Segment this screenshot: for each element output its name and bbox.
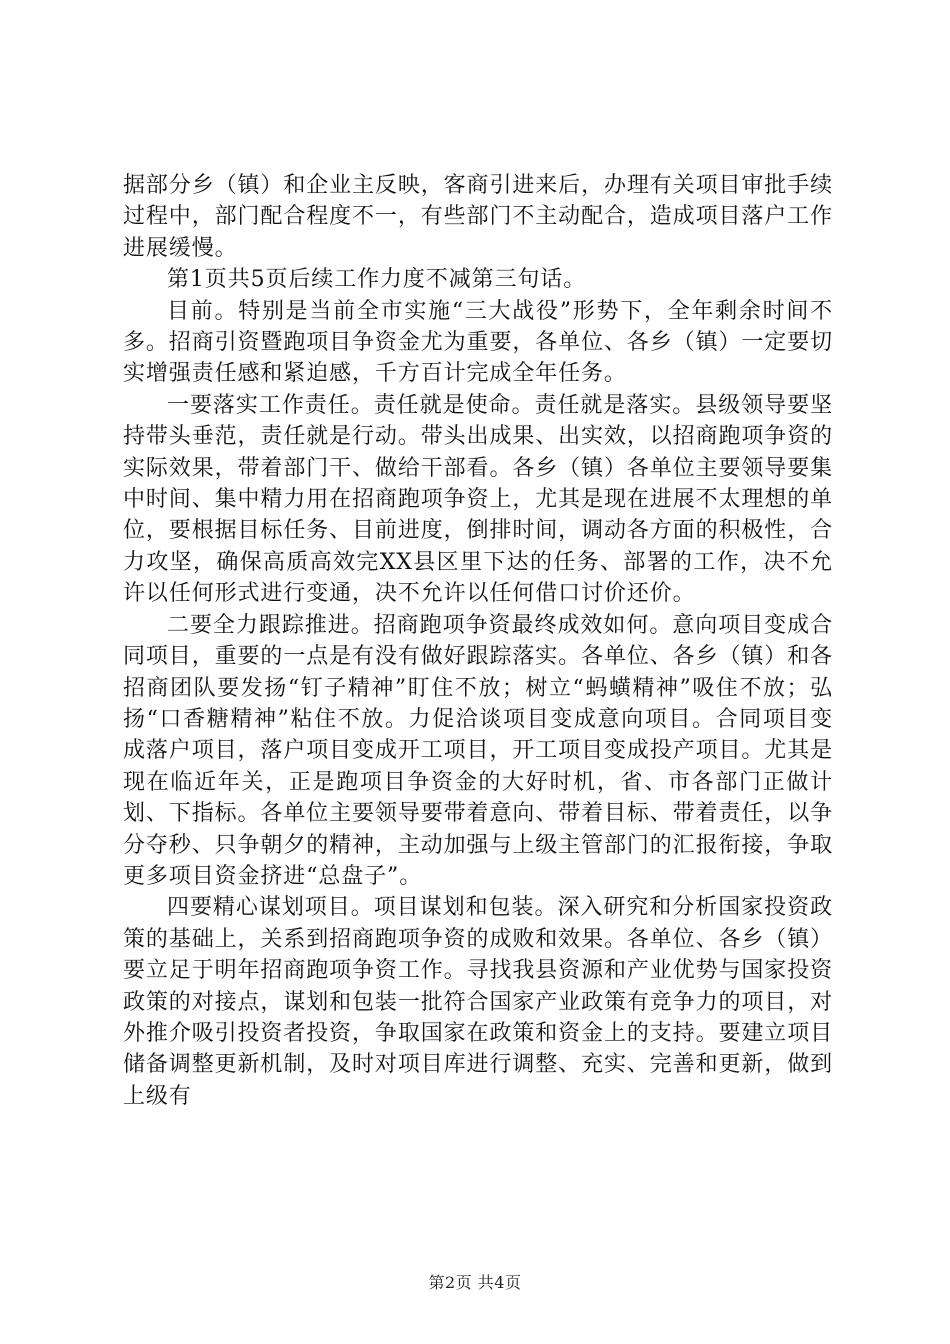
paragraph-6: 四要精心谋划项目。项目谋划和包装。深入研究和分析国家投资政策的基础上，关系到招商跑项争资的成败和效果。各单位、各乡（镇）要立足于明年招商跑项争资工作。寻找我县资源和产业优势与国家投资政策的对接点，谋划和包装一批符合国家产业政策有竞争力的项目，对外推介吸引投资者投资，争取国家在政策和资金上的支持。要建立项目储备调整更新机制，及时对项目库进行调整、充实、完善和更新，做到上级有: [123, 895, 833, 1109]
paragraph-5: 二要全力跟踪推进。招商跑项争资最终成效如何。意向项目变成合同项目，重要的一点是有没有做好跟踪落实。各单位、各乡（镇）和各招商团队要发扬“钉子精神”盯住不放；树立“蚂蟥精神”吸住不放；弘扬“口香糖精神”粘住不放。力促洽谈项目变成意向项目。合同项目变成落户项目，落户项目变成开工项目，开工项目变成投产项目。尤其是现在临近年关，正是跑项目争资金的大好时机，省、市各部门正做计划、下指标。各单位主要领导要带着意向、带着目标、带着责任，以争分夺秒、只争朝夕的精神，主动加强与上级主管部门的汇报衔接，争取更多项目资金挤进“总盘子”。: [123, 612, 833, 889]
document-body: [123, 170, 833, 1112]
page-footer: 第2页 共4页: [428, 1273, 522, 1292]
paragraph-3: 目前。特别是当前全市实施“三大战役”形势下，全年剩余时间不多。招商引资暨跑项目争资金尤为重要，各单位、各乡（镇）一定要切实增强责任感和紧迫感，千方百计完成全年任务。: [123, 298, 833, 387]
paragraph-1: 据部分乡（镇）和企业主反映，客商引进来后，办理有关项目审批手续过程中，部门配合程度不一，有些部门不主动配合，造成项目落户工作进展缓慢。: [123, 173, 833, 261]
paragraph-4: 一要落实工作责任。责任就是使命。责任就是落实。县级领导要坚持带头垂范，责任就是行动。带头出成果、出实效，以招商跑项争资的实际效果，带着部门干、做给干部看。各乡（镇）各单位主要领导要集中时间、集中精力用在招商跑项争资上，尤其是现在进展不太理想的单位，要根据目标任务、目前进度，倒排时间，调动各方面的积极性，合力攻坚，确保高质高效完XX县区里下达的任务、部署的工作，决不允许以任何形式进行变通，决不允许以任何借口讨价还价。: [123, 392, 833, 607]
paragraph-2: 第1页共5页后续工作力度不减第三句话。: [167, 267, 587, 293]
